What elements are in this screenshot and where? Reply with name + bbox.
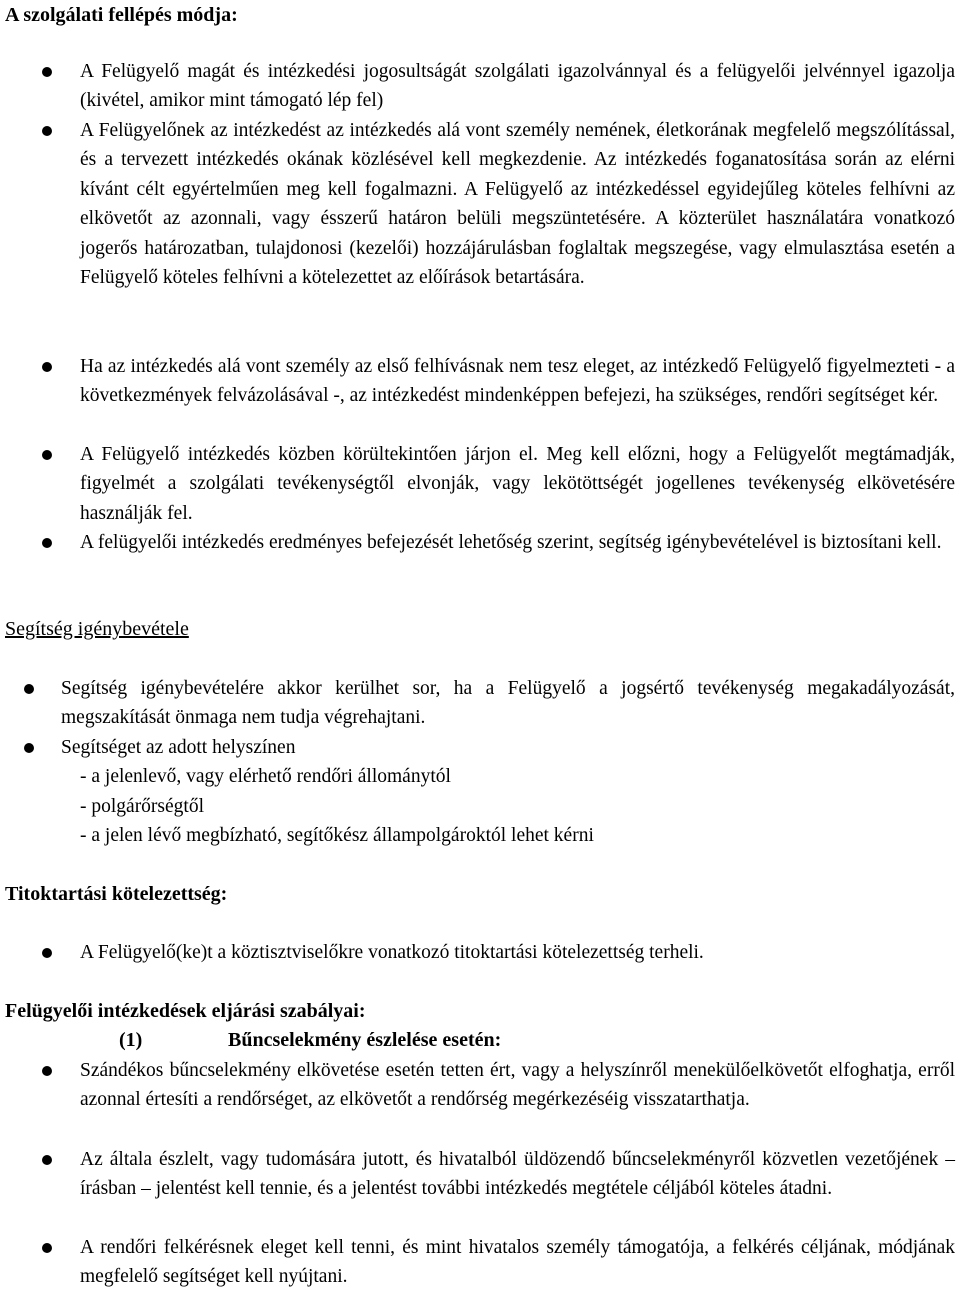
bullet-icon [42,1155,52,1165]
section-heading-service-conduct: A szolgálati fellépés módja: [5,4,238,26]
subsection-title: Bűncselekmény észlelése esetén: [228,1029,502,1051]
list-item: A rendőri felkérésnek eleget kell tenni, és mint hivatalos személy támogatója, a felkérés céljának, módjának megfelelő segítséget kell nyújtani. [80,1237,955,1288]
sub-list-line: - a jelen lévő megbízható, segítőkész állampolgároktól lehet kérni [80,825,594,846]
bullet-icon [42,948,52,958]
list-item: Szándékos bűncselekmény elkövetése esetén tetten ért, vagy a helyszínről menekülőelkövetőt elfoghatja, erről azonnal értesíti a rendőrséget, az elkövetőt a rendőrség megérkezéséig visszatarthatja. [80,1060,955,1111]
section-heading-procedures: Felügyelői intézkedések eljárási szabályai: [5,1000,366,1022]
bullet-icon [24,743,34,753]
bullet-icon [42,1066,52,1076]
list-item: A Felügyelő intézkedés közben körültekintően járjon el. Meg kell előzni, hogy a Felügyelőt megtámadják, figyelmét a szolgálati tevékenységtől elvonják, vagy lekötöttségét jogellenes tevékenység elkövetésére használják fel. [80,444,955,524]
bullet-icon [24,684,34,694]
list-item: A Felügyelő magát és intézkedési jogosultságát szolgálati igazolvánnyal és a felügyelői jelvénnyel igazolja (kivétel, amikor mint támogató lép fel) [80,61,955,112]
bullet-icon [42,1243,52,1253]
list-item: Az általa észlelt, vagy tudomására jutott, és hivatalból üldözendő bűncselekményről közvetlen vezetőjének – írásban – jelentést kell tennie, és a jelentést további intézkedés megtétele céljából köteles átadni. [80,1149,955,1200]
bullet-icon [42,126,52,136]
bullet-icon [42,362,52,372]
list-item: A Felügyelőnek az intézkedést az intézkedés alá vont személy nemének, életkorának megfelelő megszólítással, és a tervezett intézkedés okának közlésével kell megkezdenie. Az intézkedés foganatosítása során az elérni kívánt célt egyértelműen meg kell fogalmazni. A Felügyelő az intézkedéssel egyidejűleg köteles felhívni az elkövetőt az azonnali, vagy ésszerű határon belüli megszüntetésére. A közterület használatára vonatkozó jogerős határozatban, tulajdonosi (kezelői) hozzájárulásban foglaltak megszegése, vagy elmulasztása esetén a Felügyelő köteles felhívni a kötelezettet az előírások betartására. [80,120,955,289]
bullet-icon [42,450,52,460]
list-item: A Felügyelő(ke)t a köztisztviselőkre vonatkozó titoktartási kötelezettség terheli. [80,942,704,963]
section-heading-assistance: Segítség igénybevétele [5,618,189,640]
list-item: Ha az intézkedés alá vont személy az első felhívásnak nem tesz eleget, az intézkedő Felügyelő figyelmezteti - a következmények felvázolásával -, az intézkedést mindenképpen befejezi, ha szükséges, rendőri segítséget kér. [80,356,955,407]
subsection-number: (1) [119,1029,143,1051]
sub-list-line: - a jelenlevő, vagy elérhető rendőri állománytól [80,766,451,787]
bullet-icon [42,538,52,548]
bullet-icon [42,67,52,77]
section-heading-confidentiality: Titoktartási kötelezettség: [5,883,228,905]
list-item: Segítség igénybevételére akkor kerülhet sor, ha a Felügyelő a jogsértő tevékenység megakadályozását, megszakítását önmaga nem tudja végrehajtani. [61,678,955,729]
sub-list-line: - polgárőrségtől [80,796,205,817]
list-item-lead: Segítséget az adott helyszínen [61,737,296,758]
list-item: A felügyelői intézkedés eredményes befejezését lehetőség szerint, segítség igénybevételével is biztosítani kell. [80,532,942,553]
